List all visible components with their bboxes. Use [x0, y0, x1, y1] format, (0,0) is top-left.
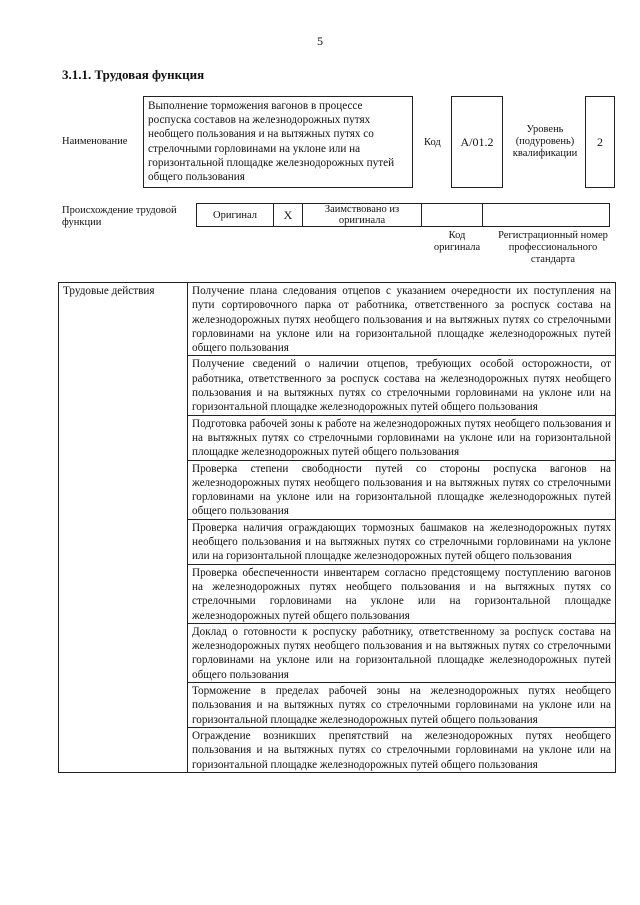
code-value: A/01.2	[451, 96, 503, 188]
reg-number-label: Регистрационный номер профессионального стандарта	[498, 230, 608, 265]
action-item: Подготовка рабочей зоны к работе на железнодорожных путях необщего пользования и на вытяжных путях со стрелочными горловинами на уклоне или на горизонтальной площадке железнодорожных путей общего пользования	[188, 415, 616, 460]
borrowed-cell: Заимствовано из оригинала	[302, 203, 422, 227]
action-item: Торможение в пределах рабочей зоны на железнодорожных путях необщего пользования и на вытяжных путях со стрелочными горловинами на уклоне или на горизонтальной площадке железнодорожных путей общего пользования	[188, 683, 616, 728]
name-label: Наименование	[62, 136, 128, 147]
page-number: 5	[317, 34, 323, 48]
original-mark: X	[273, 203, 303, 227]
section-title: 3.1.1. Трудовая функция	[62, 67, 205, 82]
action-item: Проверка обеспеченности инвентарем согласно предстоящему поступлению вагонов на железнодорожных путях необщего пользования и на вытяжных путях со стрелочными горловинами на уклоне или на горизонтальной площадке железнодорожных путей общего пользования	[188, 564, 616, 623]
action-item: Проверка наличия ограждающих тормозных башмаков на железнодорожных путях необщего пользования и на вытяжных путях со стрелочными горловинами на уклоне или на горизонтальной площадке железнодорожных путей общего пользования	[188, 519, 616, 564]
code-original-cell	[421, 203, 483, 227]
action-item: Ограждение возникших препятствий на железнодорожных путях необщего пользования и на вытяжных путях со стрелочными горловинами на уклоне или на горизонтальной площадке железнодорожных путей общего пользования	[188, 727, 616, 772]
function-name-value: Выполнение торможения вагонов в процессе роспуска составов на железнодорожных путях необщего пользования и на вытяжных путях со стрелочными горловинами на уклоне или на горизонтальной площадке железнодорожных путей общего пользования	[143, 96, 413, 188]
action-item: Доклад о готовности к роспуску работнику, ответственному за роспуск состава на железнодорожных путях необщего пользования и на вытяжных путях со стрелочными горловинами на уклоне или на горизонтальной площадке железнодорожных путей общего пользования	[188, 623, 616, 682]
original-cell: Оригинал	[196, 203, 274, 227]
labor-actions-table	[58, 282, 616, 773]
reg-number-cell	[482, 203, 610, 227]
origin-row	[197, 203, 610, 227]
qualification-level-label: Уровень (подуровень) квалификации	[512, 124, 578, 159]
origin-label: Происхождение трудовой функции	[62, 205, 177, 228]
code-label: Код	[424, 137, 441, 148]
code-original-label: Код оригинала	[433, 230, 481, 253]
qualification-level-value: 2	[585, 96, 615, 188]
action-item: Проверка степени свободности путей со стороны роспуска вагонов на железнодорожных путях необщего пользования и на вытяжных путях со стрелочными горловинами на уклоне или на горизонтальной площадке железнодорожных путей общего пользования	[188, 460, 616, 519]
table-row	[59, 283, 616, 356]
action-item: Получение сведений о наличии отцепов, требующих особой осторожности, от работника, ответственного за роспуск состава на железнодорожных путях необщего пользования и на вытяжных путях со стрелочными горловинами на уклоне или на горизонтальной площадке железнодорожных путей общего пользования	[188, 356, 616, 415]
action-item: Получение плана следования отцепов с указанием очередности их поступления на пути сортировочного парка от работника, ответственного за роспуск состава на железнодорожных путях необщего пользования и на вытяжных путях со стрелочными горловинами на уклоне или на горизонтальной площадке железнодорожных путей общего пользования	[188, 283, 616, 356]
row-label: Трудовые действия	[59, 283, 188, 773]
